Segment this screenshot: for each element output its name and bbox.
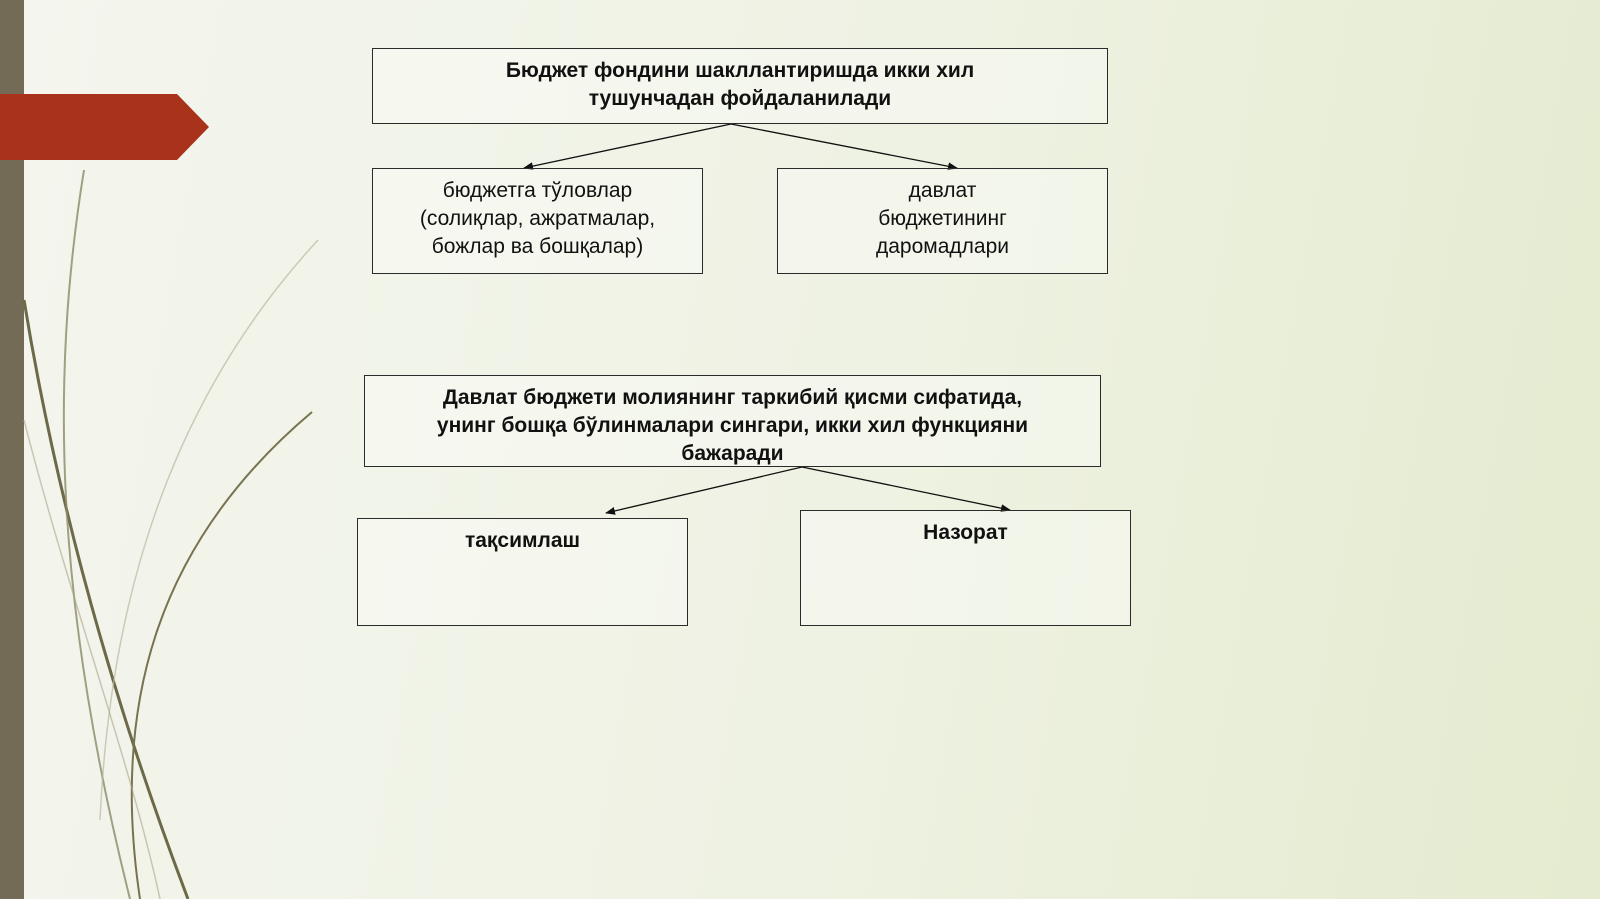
bottom-right-child-label: Назорат — [923, 521, 1008, 544]
top-right-child-line-1: давлат — [908, 179, 977, 202]
bottom-left-child-box — [357, 518, 688, 626]
top-left-child-line-2: (солиқлар, ажратмалар, — [419, 207, 656, 230]
top-left-child-line-3: божлар ва бошқалар) — [431, 235, 644, 258]
connector-bottom-left — [606, 467, 802, 513]
bottom-left-child-label: тақсимлаш — [464, 529, 581, 552]
connector-bottom-right — [802, 467, 1010, 510]
bottom-root-line-1: Давлат бюджети молиянинг таркибий қисми сифатида, — [442, 386, 1023, 409]
bottom-root-box — [364, 375, 1101, 467]
bottom-root-line-3: бажаради — [681, 442, 784, 465]
top-right-child-box — [777, 168, 1108, 274]
top-right-child-line-3: даромадлари — [875, 235, 1009, 258]
top-left-child-line-1: бюджетга тўловлар — [442, 179, 633, 202]
top-root-line-1: Бюджет фондини шакллантиришда икки хил — [505, 59, 975, 82]
top-root-box — [372, 48, 1108, 124]
top-right-child-line-2: бюджетининг — [878, 207, 1007, 230]
connector-top-left — [524, 124, 731, 168]
top-left-child-box — [372, 168, 703, 274]
bottom-right-child-box — [800, 510, 1131, 626]
bottom-root-line-2: унинг бошқа бўлинмалари сингари, икки хил функцияни — [436, 414, 1029, 437]
top-root-line-2: тушунчадан фойдаланилади — [588, 87, 892, 110]
connector-top-right — [731, 124, 957, 168]
